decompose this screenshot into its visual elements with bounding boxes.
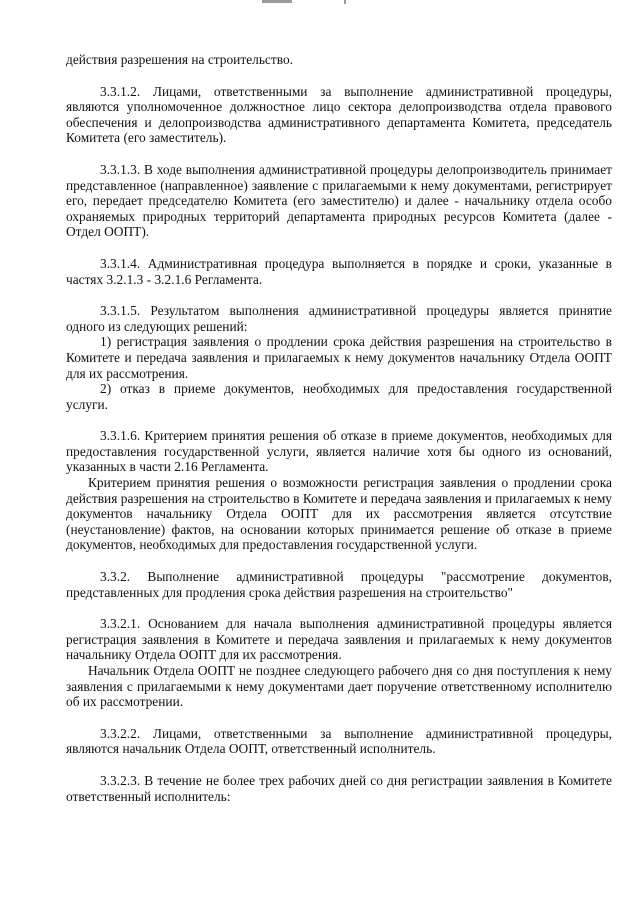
paragraph-criteria: Критерием принятия решения о возможности регистрация заявления о продлении срока действия разрешения на строительство в Комитете и передача заявления и прилагаемых к нему документов начальнику Отдела ООПТ для их рассмотрения является отсутствие (неустановление) фактов, на основании которых принимается решение об отказе в приеме документов, необходимых для предоставления государственной услуги. xyxy=(66,475,612,553)
list-item-2: 2) отказ в приеме документов, необходимых для предоставления государственной услуги. xyxy=(66,381,612,412)
paragraph-3-3-1-6: 3.3.1.6. Критерием принятия решения об отказе в приеме документов, необходимых для предоставления государственной услуги, является наличие хотя бы одного из оснований, указанных в части 2.16 Регламента. xyxy=(66,428,612,475)
paragraph-continuation: действия разрешения на строительство. xyxy=(66,52,294,67)
paragraph-3-3-1-3: 3.3.1.3. В ходе выполнения административной процедуры делопроизводитель принимает представленное (направленное) заявление с прилагаемыми к нему документами, регистрирует его, передает председателю Комитета (его заместителю) и далее - начальнику отдела особо охраняемых природных территорий департамента природных ресурсов Комитета (далее - Отдел ООПТ). xyxy=(66,161,612,240)
paragraph-head-instruction: Начальник Отдела ООПТ не позднее следующего рабочего дня со дня поступления к нему заявления с прилагаемыми к нему документами дает поручение ответственному исполнителю об их рассмотрении. xyxy=(66,663,612,710)
document-body xyxy=(66,52,612,804)
paragraph-3-3-1-4: 3.3.1.4. Административная процедура выполняется в порядке и сроки, указанные в частях 3.2.1.3 - 3.2.1.6 Регламента. xyxy=(66,255,612,287)
list-item-1: 1) регистрация заявления о продлении срока действия разрешения на строительство в Комитете и передача заявления и прилагаемых к нему документов начальнику Отдела ООПТ для их рассмотрения. xyxy=(66,334,612,381)
paragraph-3-3-2-3: 3.3.2.3. В течение не более трех рабочих дней со дня регистрации заявления в Комитете ответственный исполнитель: xyxy=(66,772,612,804)
paragraph-3-3-2: 3.3.2. Выполнение административной процедуры "рассмотрение документов, представленных для продления срока действия разрешения на строительство" xyxy=(66,569,612,600)
scan-mark xyxy=(344,0,346,4)
paragraph-3-3-1-5: 3.3.1.5. Результатом выполнения административной процедуры является принятие одного из следующих решений: xyxy=(66,303,612,334)
scan-mark xyxy=(262,0,292,3)
paragraph-3-3-2-2: 3.3.2.2. Лицами, ответственными за выполнение административной процедуры, являются начальник Отдела ООПТ, ответственный исполнитель. xyxy=(66,725,612,757)
paragraph-3-3-2-1: 3.3.2.1. Основанием для начала выполнения административной процедуры является регистрация заявления в Комитете и передача заявления и прилагаемых к нему документов начальнику Отдела ООПТ для их рассмотрения. xyxy=(66,616,612,663)
paragraph-3-3-1-2: 3.3.1.2. Лицами, ответственными за выполнение административной процедуры, являются уполномоченное должностное лицо сектора делопроизводства отдела правового обеспечения и делопроизводства административного департамента Комитета, председатель Комитета (его заместитель). xyxy=(66,83,612,146)
